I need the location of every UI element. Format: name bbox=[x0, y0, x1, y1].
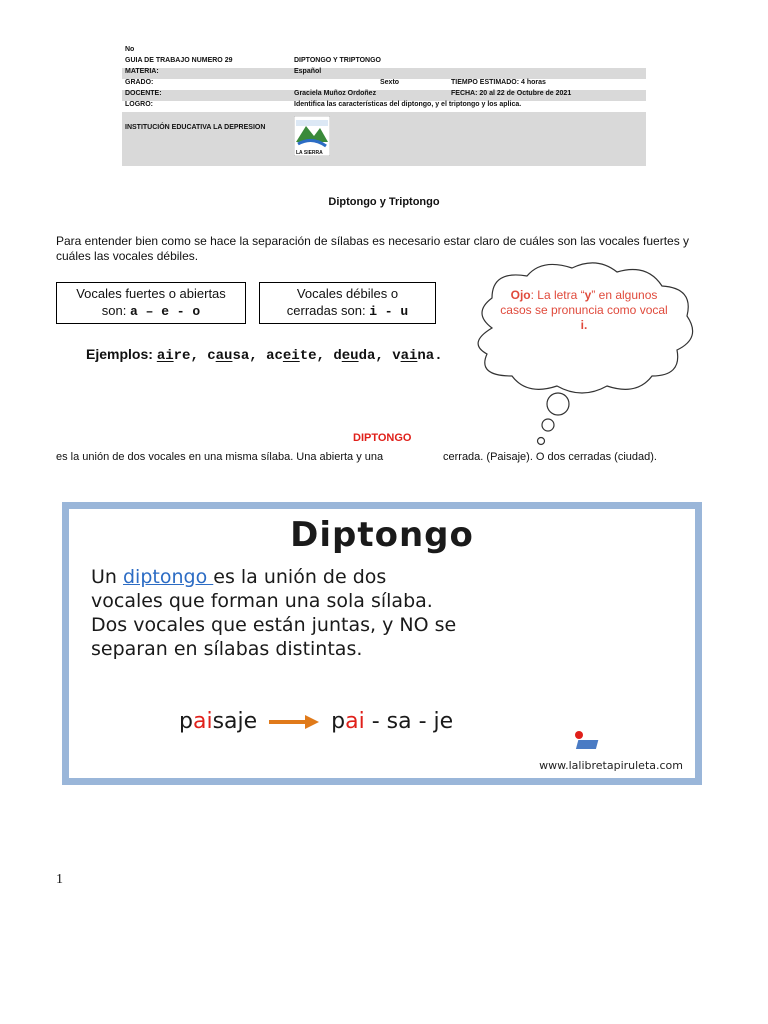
poster-example bbox=[179, 709, 453, 734]
cloud-ojo: Ojo bbox=[510, 288, 531, 302]
header-cell: Graciela Muñoz Ordoñez bbox=[291, 90, 448, 101]
page-number: 1 bbox=[56, 872, 63, 887]
header-cell: FECHA: 20 al 22 de Octubre de 2021 bbox=[448, 90, 646, 101]
logo-caption: LA SIERRA bbox=[296, 150, 323, 156]
strong-vowels-line1: Vocales fuertes o abiertas bbox=[76, 286, 226, 301]
header-cell: TIEMPO ESTIMADO: 4 horas bbox=[448, 79, 646, 90]
definition-left: es la unión de dos vocales en una misma sílaba. Una abierta y una bbox=[56, 451, 384, 463]
examples-line: Ejemplos: aire, causa, aceite, deuda, vaina. bbox=[86, 346, 443, 364]
weak-vowels-line2: cerradas son: bbox=[286, 303, 366, 318]
header-cell: DOCENTE: bbox=[122, 90, 291, 101]
cloud-note: Ojo: La letra “y” en algunos casos se pronuncia como vocal i. bbox=[500, 288, 668, 332]
example-word: aceite bbox=[266, 348, 317, 364]
examples-label: Ejemplos bbox=[86, 346, 149, 362]
example-word: causa bbox=[207, 348, 250, 364]
header-cell: Español bbox=[291, 68, 646, 79]
diptongo-heading: DIPTONGO bbox=[353, 432, 412, 444]
poster-body: Un diptongo es la unión de dos vocales que forman una sola sílaba. Dos vocales que están juntas, y NO se separan en sílabas distintas. bbox=[91, 566, 457, 660]
thought-cloud-icon bbox=[462, 258, 702, 448]
header-cell: GUIA DE TRABAJO NUMERO 29 bbox=[122, 57, 291, 68]
poster-example-word: paisaje bbox=[179, 709, 258, 734]
institution-name: INSTITUCIÓN EDUCATIVA LA DEPRESION bbox=[122, 112, 291, 166]
intro-paragraph: Para entender bien como se hace la separación de sílabas es necesario estar claro de cuáles son las vocales fuertes y cuáles las vocales débiles. bbox=[56, 234, 690, 263]
definition-right: cerrada. (Paisaje). O dos cerradas (ciudad). bbox=[443, 451, 657, 463]
example-word: vaina bbox=[392, 348, 435, 364]
header-cell: Sexto bbox=[377, 79, 448, 90]
header-cell: LOGRO: bbox=[122, 101, 291, 112]
example-word: deuda bbox=[333, 348, 376, 364]
weak-vowels-list: i - u bbox=[369, 304, 409, 319]
weak-vowels-line1: Vocales débiles o bbox=[296, 286, 399, 301]
strong-vowels-line2: son: bbox=[101, 303, 127, 318]
weak-vowels-box bbox=[259, 282, 436, 324]
document-title: Diptongo y Triptongo bbox=[328, 196, 440, 208]
strong-vowels-list: a – e - o bbox=[129, 304, 201, 319]
header-table bbox=[122, 46, 646, 166]
header-cell: GRADO: bbox=[122, 79, 291, 90]
header-cell: MATERIA: bbox=[122, 68, 291, 79]
poster-url: www.lalibretapiruleta.com bbox=[539, 759, 683, 772]
poster-title: Diptongo bbox=[290, 515, 474, 555]
strong-vowels-box bbox=[56, 282, 246, 324]
poster-example-split: pai - sa - je bbox=[331, 709, 454, 734]
arrow-right-icon bbox=[269, 715, 319, 729]
header-cell: Identifica las características del diptongo, y el triptongo y los aplica. bbox=[291, 101, 646, 112]
diptongo-poster-image bbox=[62, 502, 702, 785]
header-no: No bbox=[122, 46, 291, 57]
example-word: aire bbox=[156, 348, 191, 364]
libreta-logo-icon bbox=[573, 730, 603, 752]
header-cell: DIPTONGO Y TRIPTONGO bbox=[291, 57, 646, 68]
